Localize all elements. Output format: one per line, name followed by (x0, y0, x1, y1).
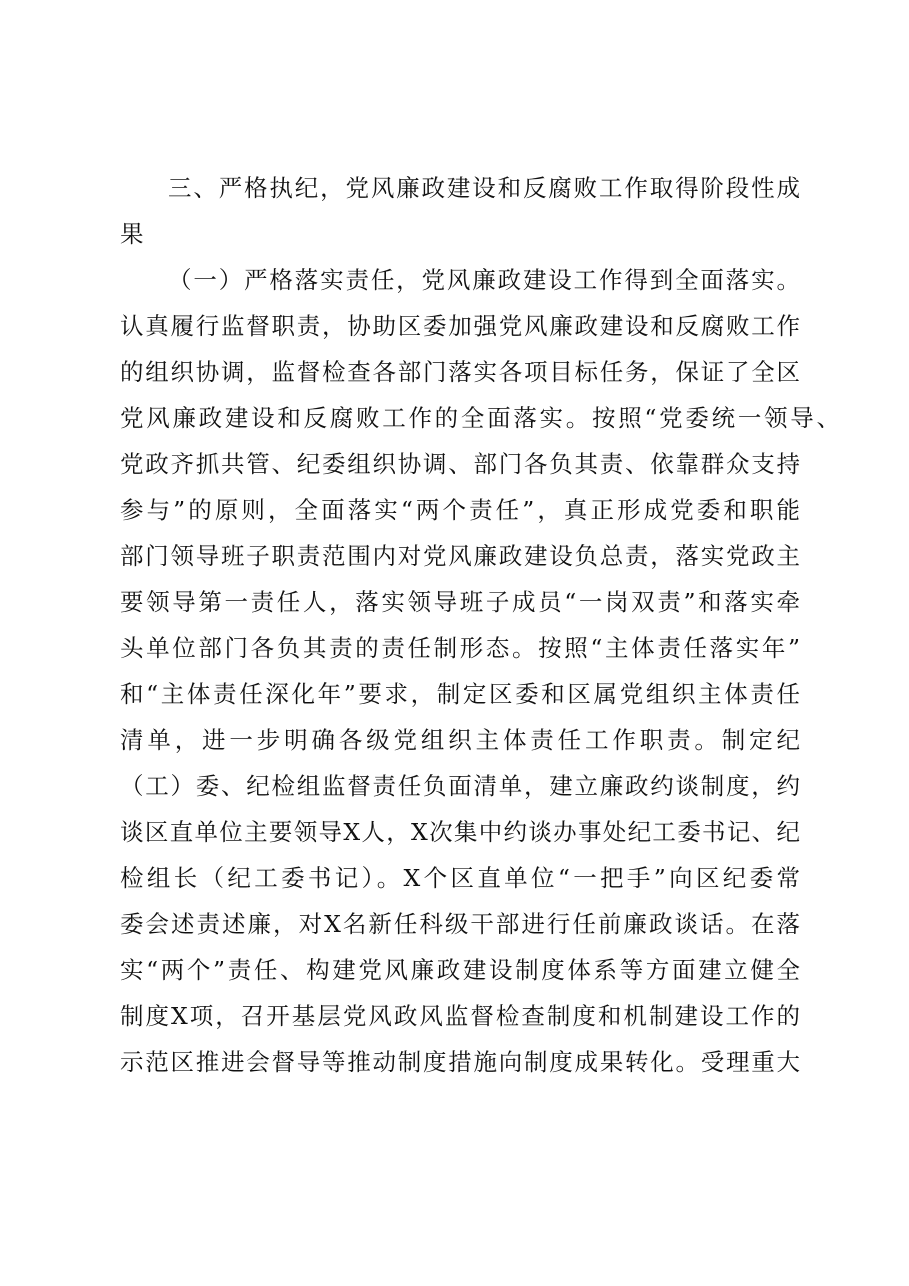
body-line: 示范区推进会督导等推动制度措施向制度成果转化。受理重大 (120, 1048, 800, 1076)
body-line: 清单，进一步明确各级党组织主体责任工作职责。制定纪 (120, 726, 800, 754)
body-line: 党政齐抓共管、纪委组织协调、部门各负其责、依靠群众支持 (120, 450, 800, 478)
body-line: 头单位部门各负其责的责任制形态。按照“主体责任落实年” (120, 634, 800, 662)
body-line: （工）委、纪检组监督责任负面清单，建立廉政约谈制度，约 (120, 772, 800, 800)
body-line: 参与”的原则，全面落实“两个责任”，真正形成党委和职能 (120, 496, 800, 524)
body-line: 委会述责述廉，对X名新任科级干部进行任前廉政谈话。在落 (120, 910, 800, 938)
body-line: 制度X项，召开基层党风政风监督检查制度和机制建设工作的 (120, 1002, 800, 1030)
body-line: 检组长（纪工委书记）。X个区直单位“一把手”向区纪委常 (120, 864, 800, 892)
body-line: 实“两个”责任、构建党风廉政建设制度体系等方面建立健全 (120, 956, 800, 984)
subsection-heading: （一）严格落实责任，党风廉政建设工作得到全面落实。 (168, 266, 800, 294)
body-line: 部门领导班子职责范围内对党风廉政建设负总责，落实党政主 (120, 542, 800, 570)
body-line: 认真履行监督职责，协助区委加强党风廉政建设和反腐败工作 (120, 312, 800, 340)
body-line: 党风廉政建设和反腐败工作的全面落实。按照“党委统一领导、 (120, 404, 840, 432)
body-line: 要领导第一责任人，落实领导班子成员“一岗双责”和落实牵 (120, 588, 800, 616)
body-line: 谈区直单位主要领导X人，X次集中约谈办事处纪工委书记、纪 (120, 818, 800, 846)
section-heading-continuation: 果 (120, 220, 144, 248)
body-line: 和“主体责任深化年”要求，制定区委和区属党组织主体责任 (120, 680, 800, 708)
body-line: 的组织协调，监督检查各部门落实各项目标任务，保证了全区 (120, 358, 800, 386)
section-heading: 三、严格执纪，党风廉政建设和反腐败工作取得阶段性成 (168, 174, 800, 202)
